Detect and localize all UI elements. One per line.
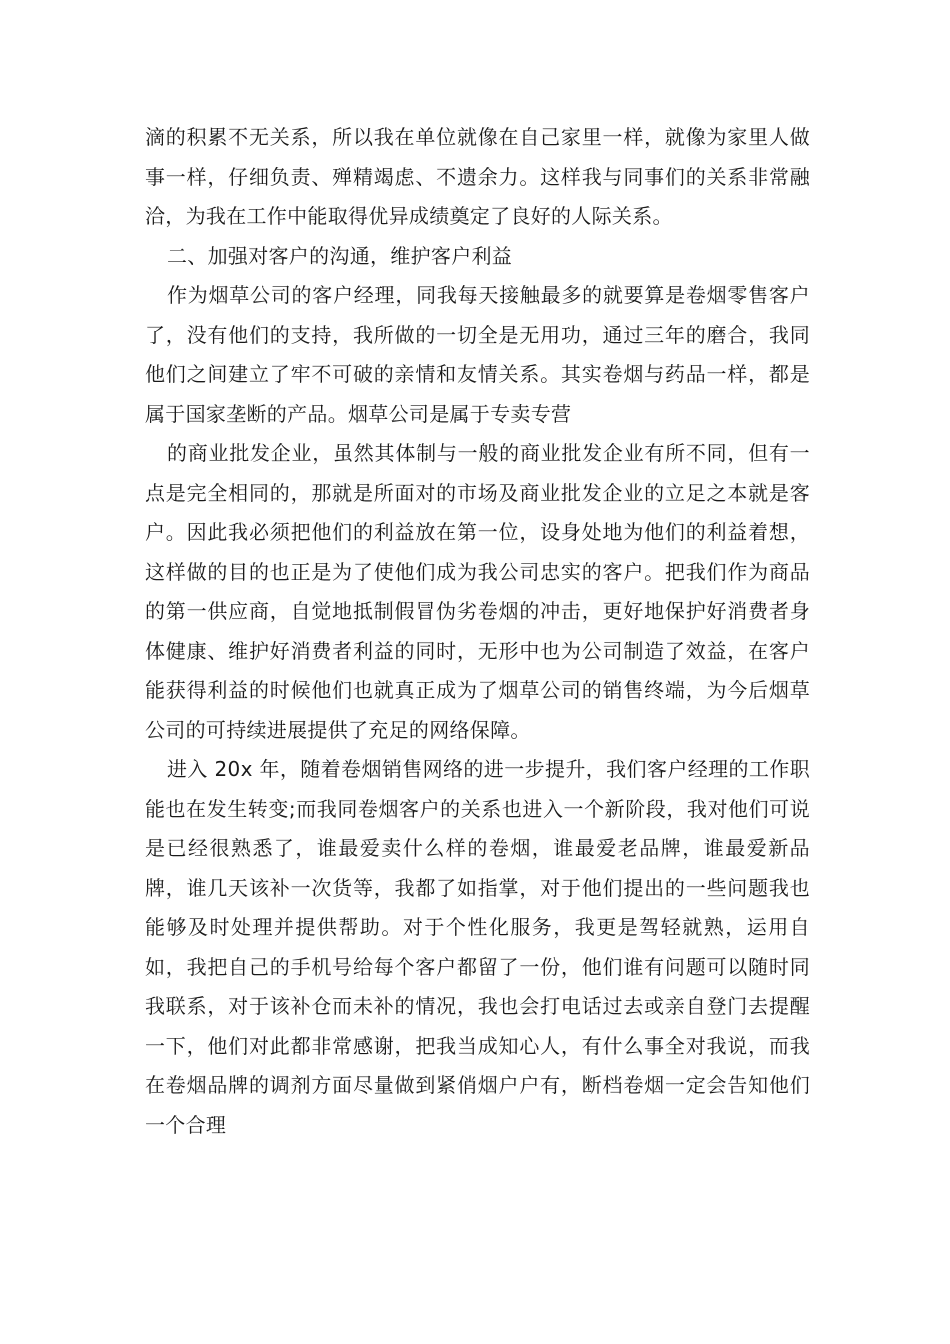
- paragraph-customer-manager: 作为烟草公司的客户经理，同我每天接触最多的就要算是卷烟零售客户了，没有他们的支持，我所做的一切全是无用功，通过三年的磨合，我同他们之间建立了牢不可破的亲情和友情关系。其实卷烟与药品一样，都是属于国家垄断的产品。烟草公司是属于专卖专营: [145, 283, 810, 426]
- section-heading: 二、加强对客户的沟通，维护客户利益: [167, 243, 513, 268]
- paragraph-wholesale-enterprise: 的商业批发企业，虽然其体制与一般的商业批发企业有所不同，但有一点是完全相同的，那就是所面对的市场及商业批发企业的立足之本就是客户。因此我必须把他们的利益放在第一位，设身处地为他们的利益着想，这样做的目的也正是为了使他们成为我公司忠实的客户。把我们作为商品的第一供应商，自觉地抵制假冒伪劣卷烟的冲击，更好地保护好消费者身体健康、维护好消费者利益的同时，无形中也为公司制造了效益，在客户能获得利益的时候他们也就真正成为了烟草公司的销售终端，为今后烟草公司的可持续进展提供了充足的网络保障。: [145, 441, 810, 742]
- document-body: [145, 118, 810, 1145]
- paragraph-continuation: 滴的积累不无关系，所以我在单位就像在自己家里一样，就像为家里人做事一样，仔细负责、殚精竭虑、不遗余力。这样我与同事们的关系非常融洽，为我在工作中能取得优异成绩奠定了良好的人际关系。: [145, 125, 810, 228]
- paragraph-year-progress: 进入 20x 年，随着卷烟销售网络的进一步提升，我们客户经理的工作职能也在发生转变;而我同卷烟客户的关系也进入一个新阶段，我对他们可说是已经很熟悉了，谁最爱卖什么样的卷烟，谁最爱老品牌，谁最爱新品牌，谁几天该补一次货等，我都了如指掌，对于他们提出的一些问题我也能够及时处理并提供帮助。对于个性化服务，我更是驾轻就熟，运用自如，我把自己的手机号给每个客户都留了一份，他们谁有问题可以随时同我联系，对于该补仓而未补的情况，我也会打电话过去或亲自登门去提醒一下，他们对此都非常感谢，把我当成知心人，有什么事全对我说，而我在卷烟品牌的调剂方面尽量做到紧俏烟户户有，断档卷烟一定会告知他们一个合理: [145, 757, 810, 1137]
